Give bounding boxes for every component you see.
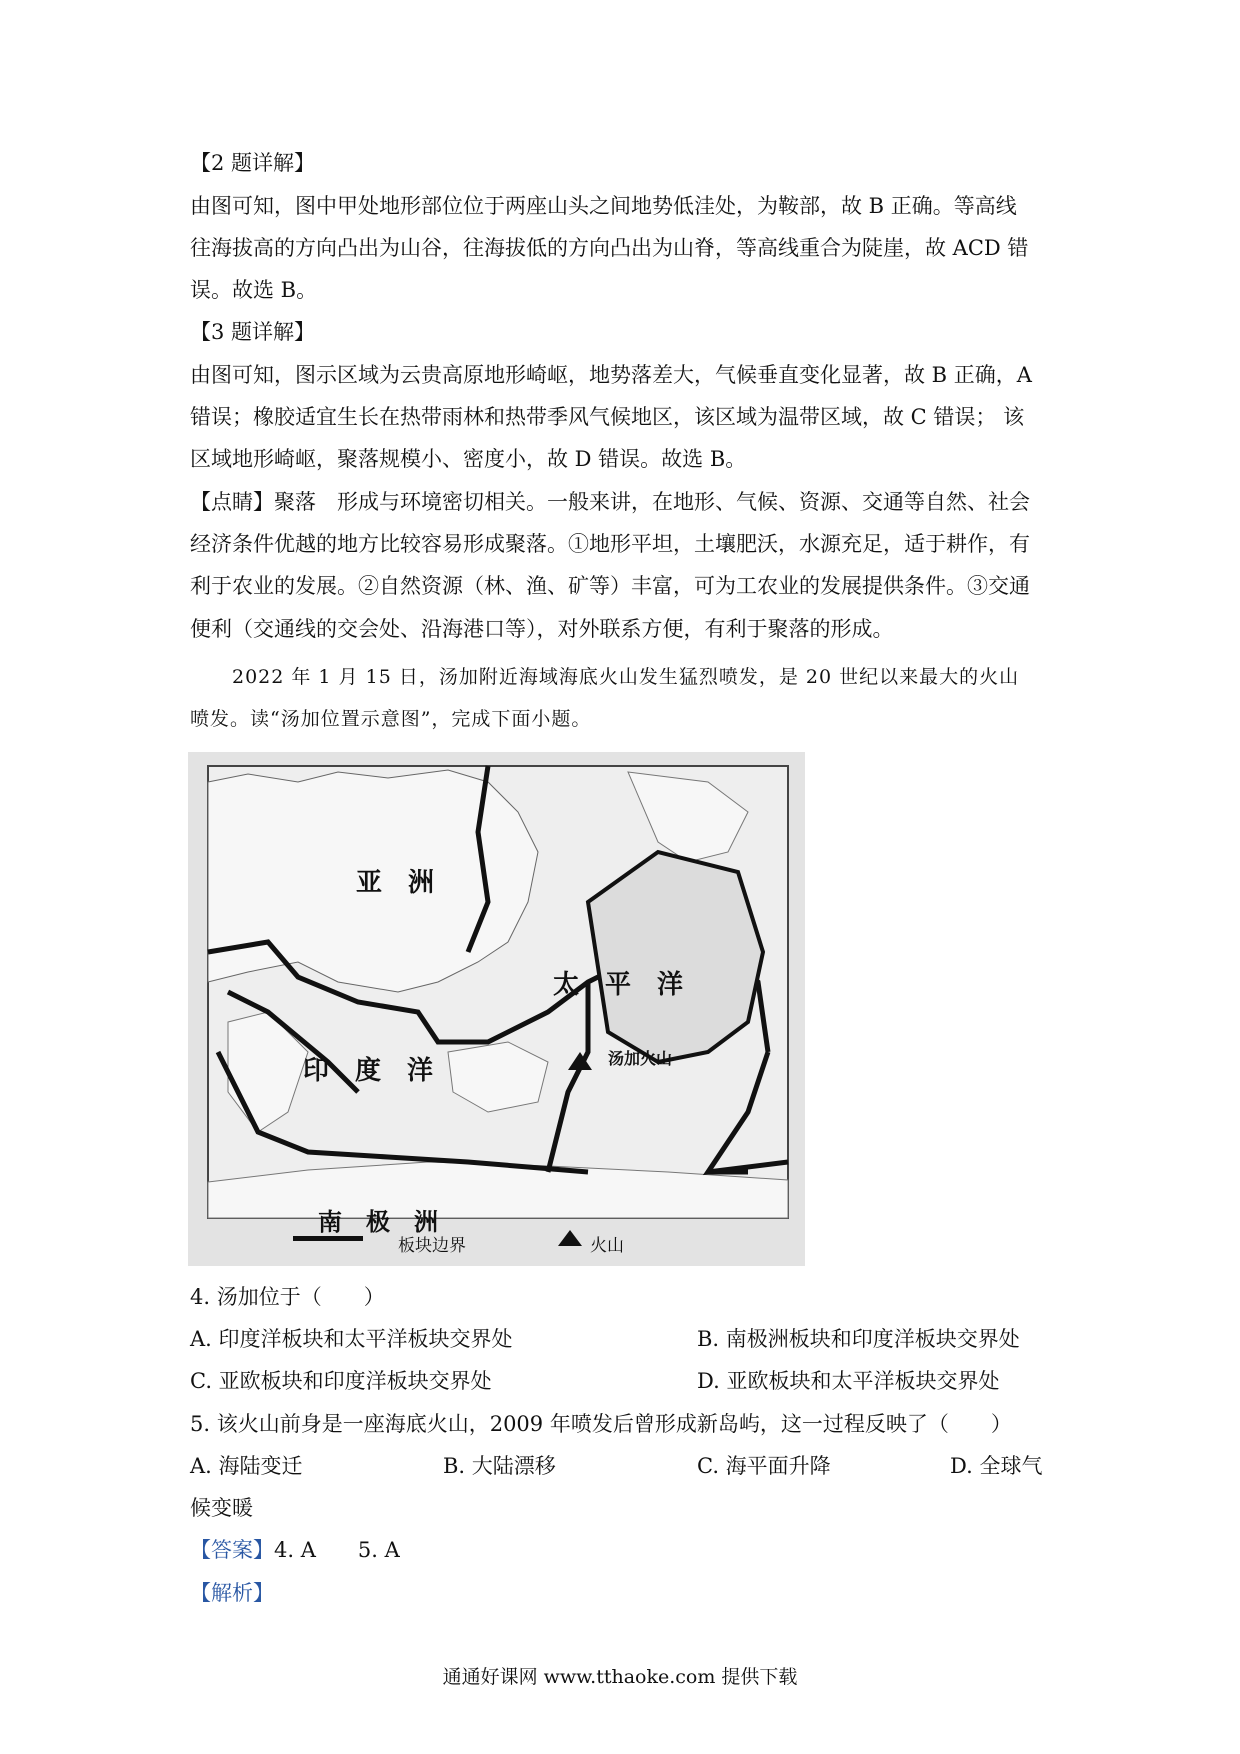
analysis-label: 【解析】 (190, 1581, 274, 1605)
q3-line-2: 错误；橡胶适宜生长在热带雨林和热带季风气候地区，该区域为温带区域，故 C 错误； 该 (190, 405, 1025, 429)
tip-line-1 (190, 487, 1030, 517)
q4-option-c: C. 亚欧板块和印度洋板块交界处 (190, 1369, 492, 1393)
answer-value: 4. A 5. A (274, 1538, 400, 1562)
q2-line-1: 由图可知，图中甲处地形部位位于两座山头之间地势低洼处，为鞍部，故 B 正确。等高线 (190, 194, 1017, 218)
q3-line-1: 由图可知，图示区域为云贵高原地形崎岖，地势落差大，气候垂直变化显著，故 B 正确，A (190, 363, 1032, 387)
answer-line (190, 1535, 400, 1565)
q5-option-c: C. 海平面升降 (697, 1454, 831, 1478)
legend-boundary: 板块边界 (398, 1236, 466, 1256)
q2-heading: 【2 题详解】 (190, 151, 316, 175)
q5-option-d: D. 全球气 (950, 1454, 1043, 1478)
intro-line-2: 喷发。读“汤加位置示意图”，完成下面小题。 (190, 708, 592, 730)
legend-volcano: 火山 (590, 1236, 624, 1256)
label-tonga: 汤加火山 (608, 1049, 673, 1068)
q2-line-2: 往海拔高的方向凸出为山谷，往海拔低的方向凸出为山脊，等高线重合为陡崖，故 ACD 错 (190, 236, 1029, 260)
tip-label: 【点睛】 (190, 490, 274, 514)
label-indian: 印 度 洋 (303, 1056, 434, 1086)
label-asia: 亚 洲 (356, 868, 435, 898)
label-pacific: 太 平 洋 (553, 970, 684, 1000)
q4-stem: 4. 汤加位于（ ） (190, 1285, 385, 1309)
q3-line-3: 区域地形崎岖，聚落规模小、密度小，故 D 错误。故选 B。 (190, 447, 747, 471)
tip-line-3: 利于农业的发展。②自然资源（林、渔、矿等）丰富，可为工农业的发展提供条件。③交通 (190, 574, 1030, 598)
q2-line-3: 误。故选 B。 (190, 278, 318, 302)
q5-stem: 5. 该火山前身是一座海底火山，2009 年喷发后曾形成新岛屿，这一过程反映了（ ） (190, 1412, 1012, 1436)
q4-option-a: A. 印度洋板块和太平洋板块交界处 (190, 1327, 513, 1351)
q5-option-a: A. 海陆变迁 (190, 1454, 303, 1478)
tip-first: 聚落 形成与环境密切相关。一般来讲，在地形、气候、资源、交通等自然、社会 (274, 490, 1030, 514)
tip-line-4: 便利（交通线的交会处、沿海港口等），对外联系方便，有利于聚落的形成。 (190, 617, 894, 641)
q5-option-d-cont: 候变暖 (190, 1496, 253, 1520)
tip-line-2: 经济条件优越的地方比较容易形成聚落。①地形平坦，土壤肥沃，水源充足，适于耕作，有 (190, 532, 1030, 556)
intro-line-1: 2022 年 1 月 15 日，汤加附近海域海底火山发生猛烈喷发，是 20 世纪以来最大的火山 (232, 666, 1020, 688)
page-footer: 通通好课网 www.tthaoke.com 提供下载 (442, 1666, 798, 1688)
tonga-location-map (188, 752, 805, 1266)
label-antarctica: 南 极 洲 (318, 1208, 438, 1236)
answer-label: 【答案】 (190, 1538, 274, 1562)
q4-option-d: D. 亚欧板块和太平洋板块交界处 (697, 1369, 1000, 1393)
q3-heading: 【3 题详解】 (190, 320, 316, 344)
q5-option-b: B. 大陆漂移 (443, 1454, 556, 1478)
q4-option-b: B. 南极洲板块和印度洋板块交界处 (697, 1327, 1020, 1351)
